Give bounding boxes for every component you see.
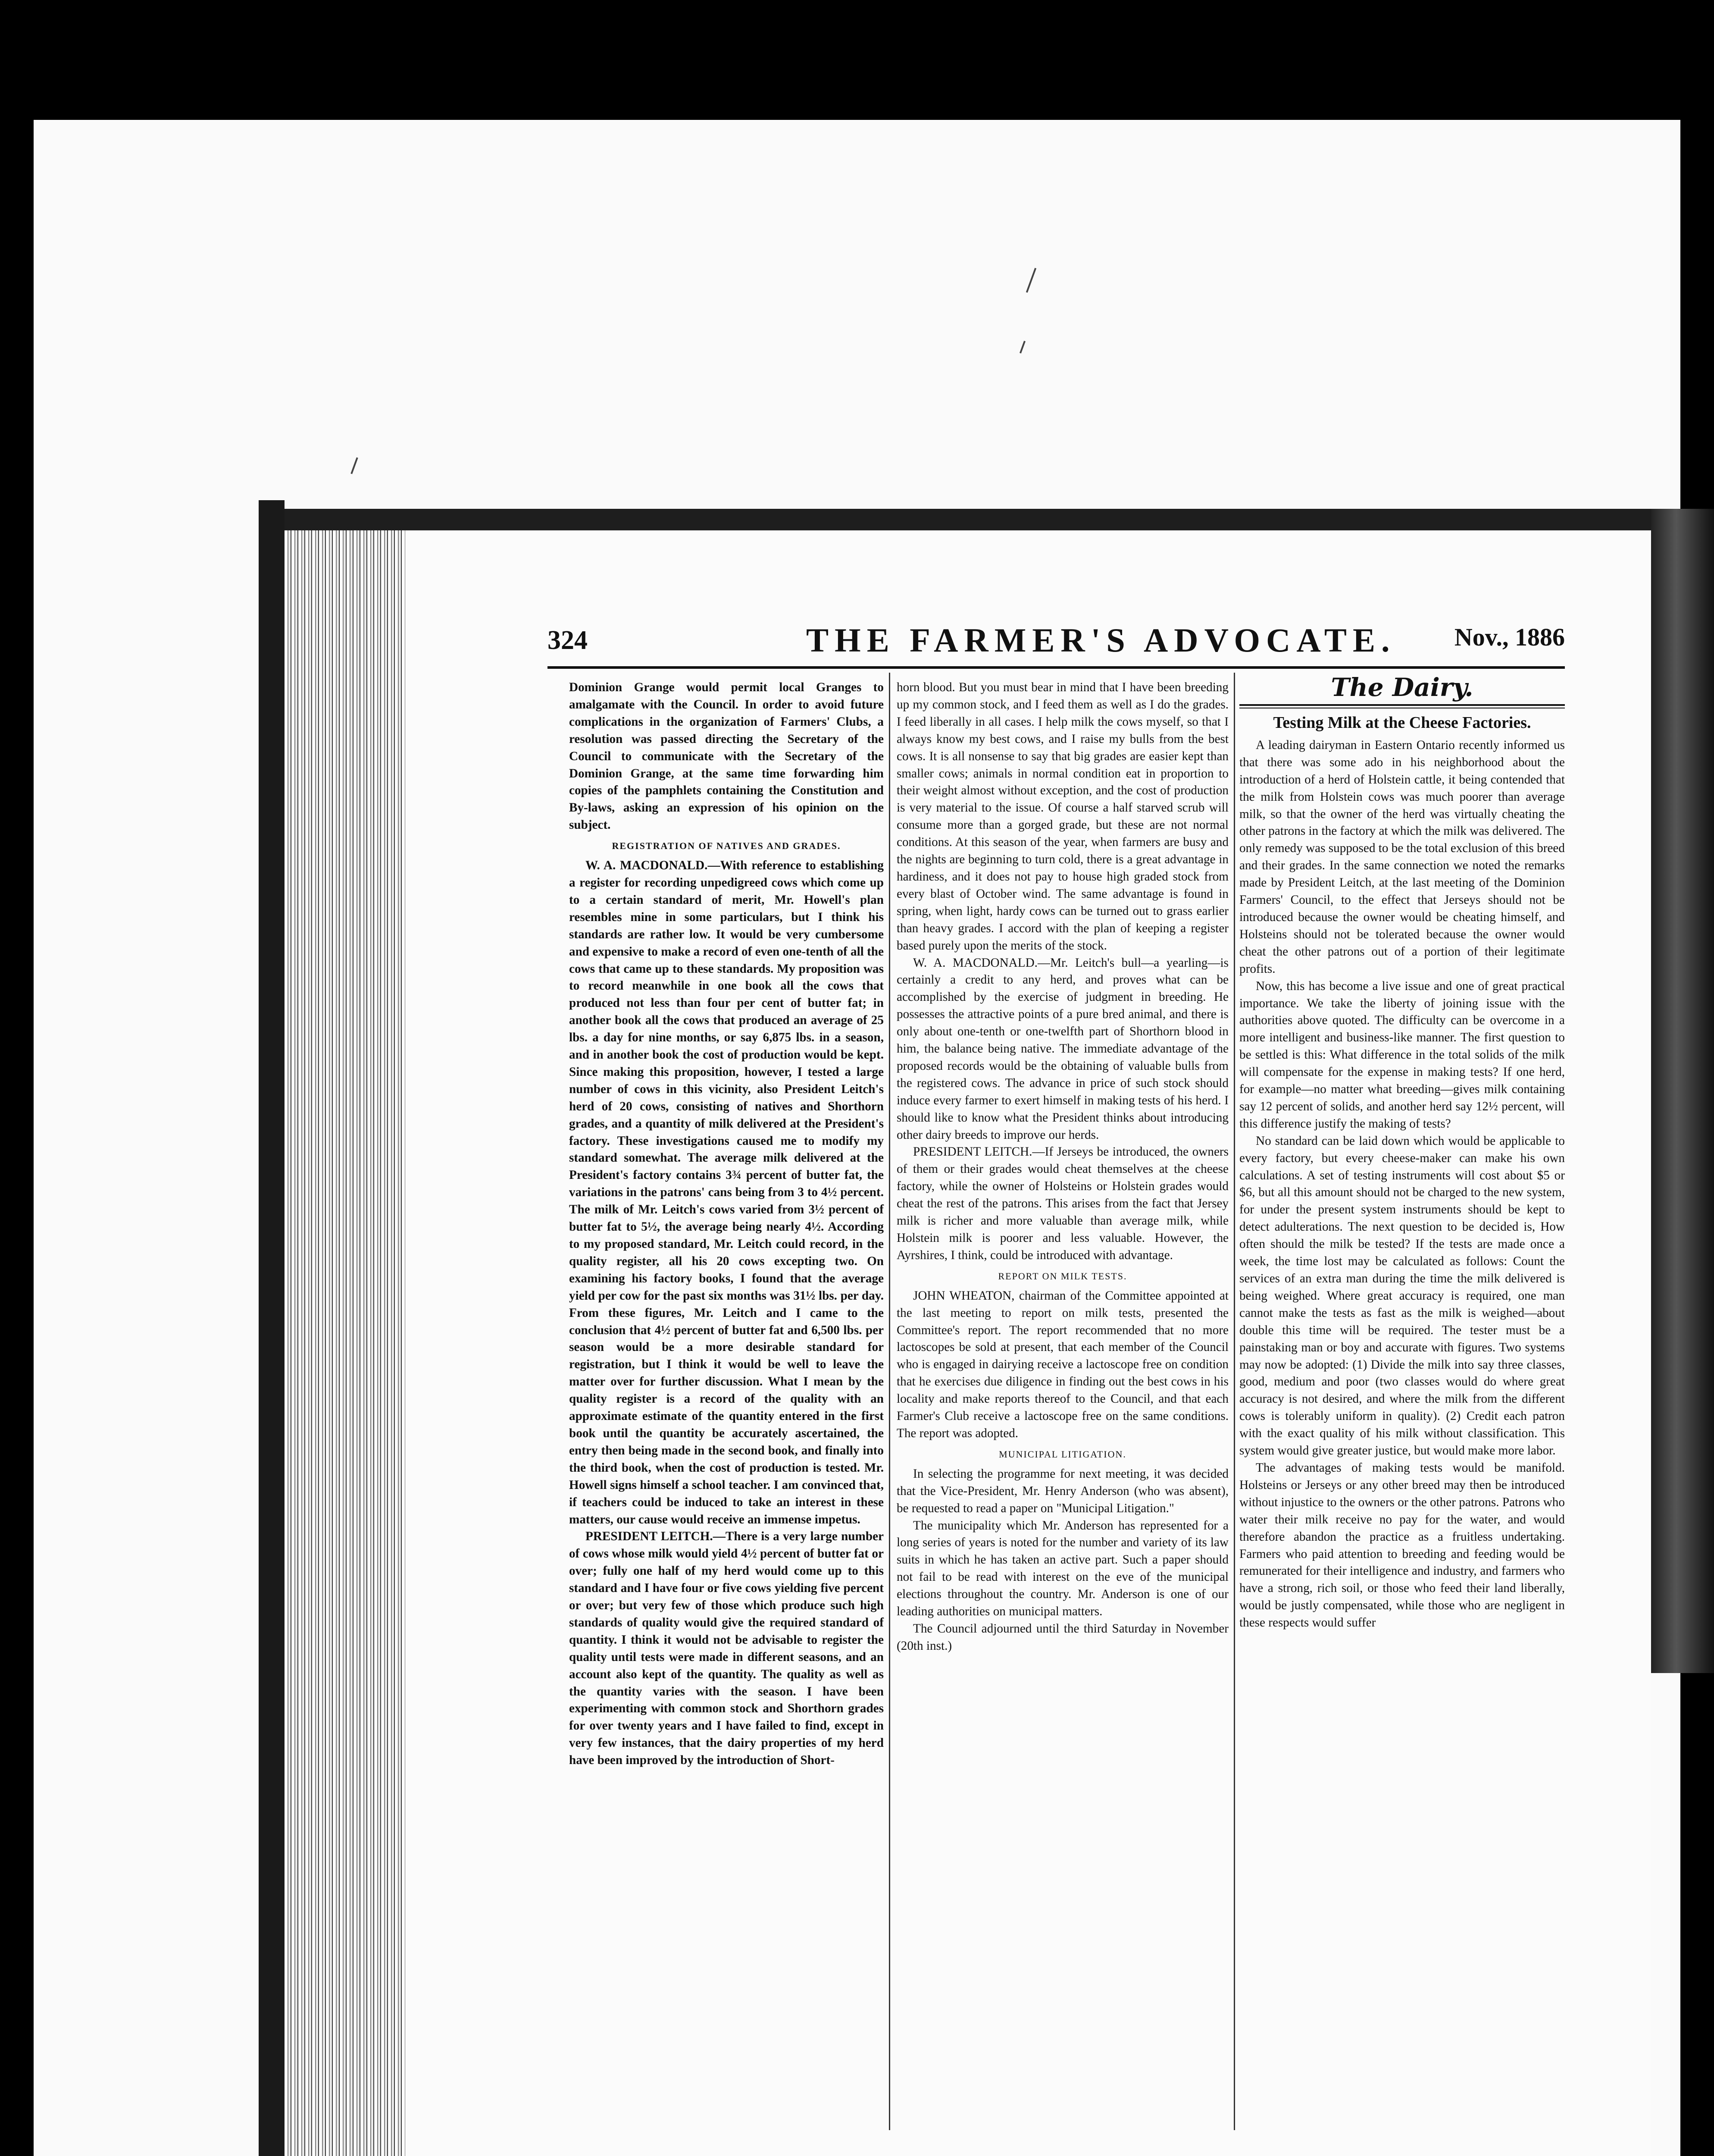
book-binding xyxy=(259,500,285,2156)
section-subhead: REPORT ON MILK TESTS. xyxy=(998,1270,1127,1282)
paragraph: horn blood. But you must bear in mind that I have been breeding up my common stock, and I feed them as well as I do the grades. I feed liberally in all cases. I help milk the cows myself, so that I always know my best cows, and I raise my bulls from the best cows. It is all nonsense to say that big grades are easier kept than smaller cows; animals in normal condition eat in proportion to their weight almost without exception, and the cost of production is very material to the issue. Of course a half starved scrub will consume more than a gorged grade, but these are not normal conditions. At this season of the year, when farmers are busy and the nights are beginning to turn cold, there is a great advantage in hardiness, and it does not pay to house high graded stock from every blast of October wind. The same advantage is found in spring, when light, hardy cows can be turned out to grass earlier than heavy grades. I accord with the plan of keeping a register based purely upon the merits of the stock. xyxy=(897,680,1229,953)
paragraph: W. A. MACDONALD.—With reference to establishing a register for recording unpedigreed cows which come up to a certain standard of merit, Mr. Howell's plan resembles mine in some particulars, but I think his standards are rather low. It would be very cumbersome and expensive to make a record of even one-tenth of all the cows that came up to these standards. My proposition was to record meanwhile in one book all the cows that produced not less than four per cent of butter fat; in another book all the cows that produced an average of 25 lbs. a day for nine months, or say 6,875 lbs. in a season, and in another book the cost of production would be kept. Since making this proposition, however, I tested a large number of cows in this vicinity, also President Leitch's herd of 20 cows, consisting of natives and Shorthorn grades, and a quantity of milk delivered at the President's factory. These investigations caused me to modify my standard somewhat. The average milk delivered at the President's factory contains 3¾ percent of butter fat, the variations in the patrons' cans being from 3 to 4½ percent. The milk of Mr. Leitch's cows varied from 3½ percent of butter fat to 5½, the average being nearly 4½. According to my proposed standard, Mr. Leitch could record, in the quality register, all his 20 cows excepting two. On examining his factory books, I found that the average yield per cow for the past six months was 31½ lbs. per day. From these figures, Mr. Leitch and I came to the conclusion that 4½ percent of butter fat and 6,500 lbs. per season would be a more desirable standard for registration, but I think it would be well to leave the matter over for further discussion. What I mean by the quality register is a record of the quality with an approximate estimate of the quantity entered in the first book until the quantity be accurately ascertained, the entry then being made in the second book, and finally into the third book, when the cost of production is tested. Mr. Howell signs himself a school teacher. I am convinced that, if teachers could be induced to take an interest in these matters, our cause would receive an immense impetus. xyxy=(569,859,884,1526)
paragraph: PRESIDENT LEITCH.—If Jerseys be introduced, the owners of them or their grades would cheat themselves at the cheese factory, while the owner of Holsteins or Holstein grades would cheat the rest of the patrons. This arises from the fact that Jersey milk is richer and more valuable than average milk, while Holstein milk is poorer and less valuable. However, the Ayrshires, I think, could be introduced with advantage. xyxy=(897,1145,1229,1262)
paragraph: The advantages of making tests would be manifold. Holsteins or Jerseys or any other breed may then be introduced without injustice to the owners or the other patrons. Patrons who water their milk receive no pay for the water, and would therefore abandon the practice as a fruitless undertaking. Farmers who paid attention to breeding and feeding would be remunerated for their intelligence and industry, and farmers who have a strong, rich soil, or those who feed their land liberally, would be justly compensated, while those who are negligent in these respects would suffer xyxy=(1239,1460,1565,1630)
book-top-edge xyxy=(276,509,1655,530)
column-divider xyxy=(889,673,890,2130)
department-heading: The Dairy. xyxy=(1331,673,1473,702)
paragraph: In selecting the programme for next meeting, it was decided that the Vice-President, Mr. Henry Anderson (who was absent), be requested to read a paper on "Municipal Litigation." xyxy=(897,1467,1229,1515)
facing-page-edge xyxy=(1651,509,1714,1673)
paragraph: Now, this has become a live issue and one of great practical importance. We take the liberty of joining issue with the authorities above quoted. The difficulty can be overcome in a more intelligent and business-like manner. The first question to be settled is this: What difference in the total solids of the milk will compensate for the expense in making tests? If one herd, for example—no matter what breeding—gives milk containing say 12 percent of solids, and another herd say 12½ percent, will this difference justify the making of tests? xyxy=(1239,979,1565,1131)
section-subhead: REGISTRATION OF NATIVES AND GRADES. xyxy=(612,840,841,852)
paragraph: A leading dairyman in Eastern Ontario recently informed us that there was some ado in his neighborhood about the introduction of a herd of Holstein cattle, it being contended that the milk from Holstein cows was much poorer than average milk, so that the owner of the herd was virtually cheating the other patrons in the factory at which the milk was delivered. The only remedy was supposed to be the total exclusion of this breed and their grades. In the same connection we noted the remarks made by President Leitch, at the last meeting of the Dominion Farmers' Council, to the effect that Jerseys should not be introduced because the owner would be cheating himself, and Holsteins should not be tolerated because the owner would cheat the other patrons out of a portion of their legitimate profits. xyxy=(1239,738,1565,976)
paragraph: The municipality which Mr. Anderson has represented for a long series of years is noted for the number and variety of its law suits in which he has taken an active part. Such a paper should not fail to be read with interest on the eve of the municipal elections throughout the country. Mr. Anderson is one of our leading authorities on municipal matters. xyxy=(897,1518,1229,1619)
article-title: Testing Milk at the Cheese Factories. xyxy=(1273,713,1531,732)
paragraph: Dominion Grange would permit local Granges to amalgamate with the Council. In order to avoid future complications in the organization of Farmers' Clubs, a resolution was passed directing the Secretary of the Council to communicate with the Secretary of the Dominion Grange, at the same time forwarding him copies of the pamphlets containing the Constitution and By-laws, asking an expression of his opinion on the subject. xyxy=(569,680,884,832)
issue-date: Nov., 1886 xyxy=(1454,623,1565,651)
masthead: THE FARMER'S ADVOCATE. xyxy=(806,621,1396,659)
page-stack-edges xyxy=(285,530,405,2156)
paragraph: W. A. MACDONALD.—Mr. Leitch's bull—a yearling—is certainly a credit to any herd, and proves what can be accomplished by the exercise of judgment in breeding. He possesses the attractive points of a pure bred animal, and there is only about one-tenth or one-twelfth part of Shorthorn blood in him, the balance being native. The immediate advantage of the proposed records would be the obtaining of valuable bulls from the registered cows. The advance in price of such stock should induce every farmer to exert himself in making tests of his herd. I should like to know what the President thinks about introducing other dairy breeds to improve our herds. xyxy=(897,956,1229,1142)
page-number: 324 xyxy=(547,626,588,655)
column-2 xyxy=(897,679,1229,1655)
paragraph: JOHN WHEATON, chairman of the Committee appointed at the last meeting to report on milk tests, presented the Committee's report. The report recommended that no more lactoscopes be sold at present, that each member of the Council who is engaged in dairying receive a lactoscope free on condition that he exercises due diligence in finding out the best cows in his locality and make reports thereof to the Council, and that each Farmer's Club receive a lactoscope free on the same conditions. The report was adopted. xyxy=(897,1288,1229,1440)
paragraph: The Council adjourned until the third Saturday in November (20th inst.) xyxy=(897,1621,1229,1653)
column-divider xyxy=(1234,673,1235,2130)
paragraph: PRESIDENT LEITCH.—There is a very large number of cows whose milk would yield 4½ percent of butter fat or over; fully one half of my herd would come up to this standard and I have four or five cows yielding five percent or over; but very few of those which produce such high standards of quality would give the required standard of quantity. I think it would not be advisable to register the quality until tests were made in different seasons, and an account also kept of the quantity. The quality as well as the quantity varies with the season. I have been experimenting with common stock and Shorthorn grades for over twenty years and I have failed to find, except in very few instances, that the dairy properties of my herd have been improved by the introduction of Short- xyxy=(569,1529,884,1767)
page-header xyxy=(547,621,1565,660)
column-1 xyxy=(569,679,884,1769)
section-subhead: MUNICIPAL LITIGATION. xyxy=(999,1448,1126,1460)
header-rule xyxy=(547,666,1565,669)
paragraph: No standard can be laid down which would be applicable to every factory, but every cheese-maker can make his own calculations. A set of testing instruments will cost about $5 or $6, but all this amount should not be charged to the new system, for under the present system instruments should be kept to detect adulterations. The next question to be decided is, How often should the milk be tested? If the tests are made once a week, the time lost may be calculated as follows: Count the services of an extra man during the time the milk delivered is being weighed. Where great accuracy is required, one man cannot make the tests as fast as the milk is weighed—about double this time will be required. The tester must be a painstaking man or boy and accurate with figures. Two systems may now be adopted: (1) Divide the milk into say three classes, good, medium and poor (two classes would do where great accuracy is not desired, and where the milk from the different cows is tolerably uniform in quality). (2) Credit each patron with the exact quality of his milk without classification. This system would give greater justice, but would make more labor. xyxy=(1239,1134,1565,1458)
column-3 xyxy=(1239,673,1565,1632)
section-rule xyxy=(1239,704,1565,708)
